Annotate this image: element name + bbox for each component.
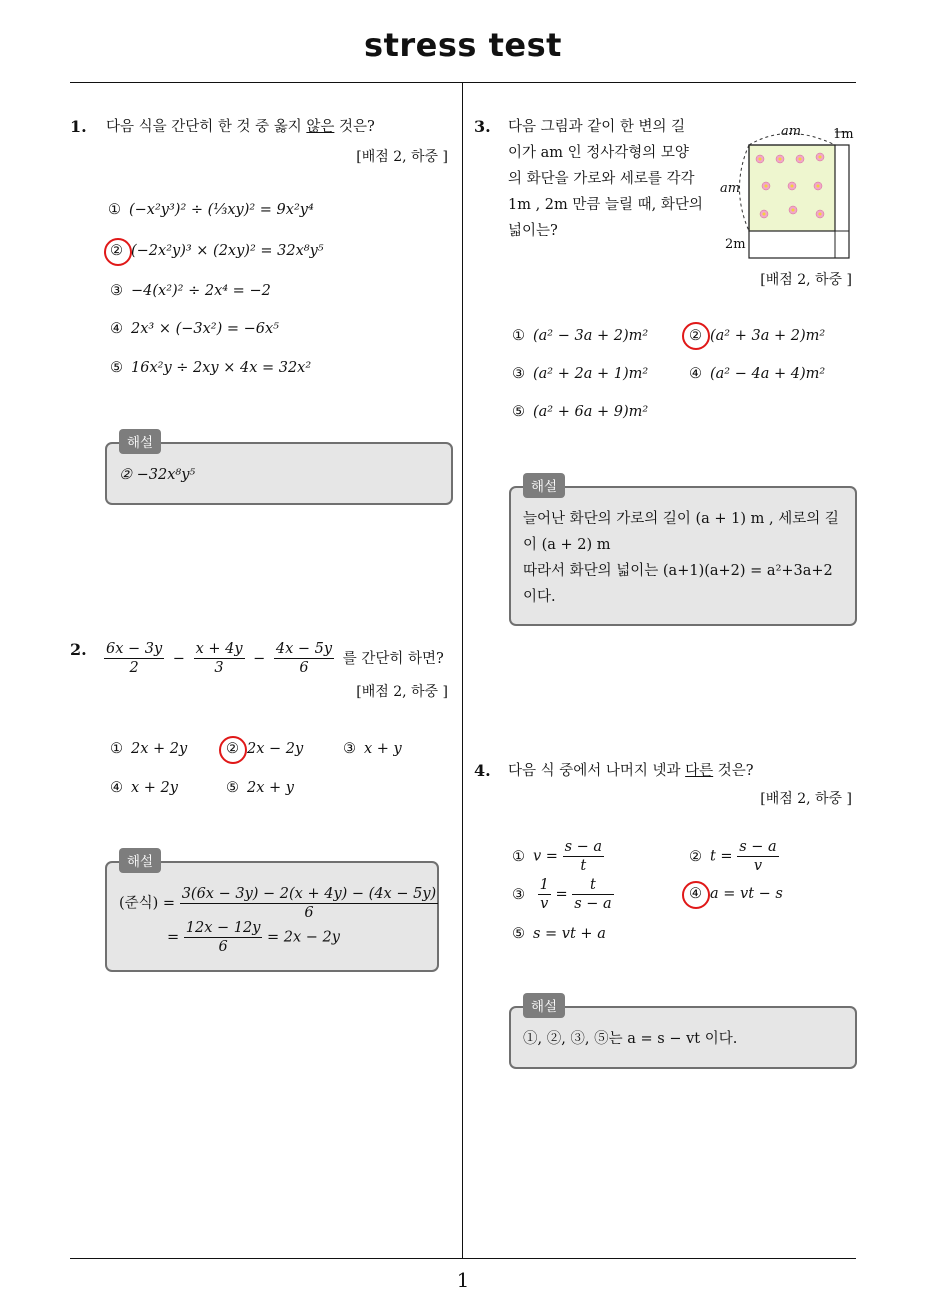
q3-label-top: am: [781, 124, 802, 139]
q1-score: [배점 2, 하중 ]: [356, 149, 448, 165]
q1-solution-tag: 해설: [119, 429, 161, 454]
q1-choice-1[interactable]: [108, 202, 314, 218]
footer-rule: [70, 1258, 856, 1259]
q1-choice-1-mark: ①: [108, 202, 121, 218]
q2-choice-5[interactable]: ⑤ 2x + y: [226, 780, 294, 796]
q1-choice-4-text: 2x³ × (−3x²) = −6x⁵: [131, 321, 279, 337]
q3-text-line-3: 의 화단을 가로와 세로를 각각: [508, 171, 695, 187]
q3-solution-box: [509, 486, 857, 626]
q1-choice-1-text: (−x²y³)² ÷ (⅓xy)² = 9x²y⁴: [129, 202, 314, 218]
q1-text: [106, 114, 375, 140]
q2-solution-tag: 해설: [119, 848, 161, 873]
q4-text-underlined: 다른: [685, 763, 714, 779]
q1-solution-text: ② −32x⁸y⁵: [119, 467, 196, 483]
q4-score: [배점 2, 하중 ]: [760, 791, 852, 807]
q3-text-line-5: 넓이는?: [508, 223, 558, 239]
q2-frac-1: $\frac{6x - 3y}{2}$: [106, 641, 163, 676]
q2-frac-2: $\frac{x + 4y}{3}$: [195, 641, 243, 676]
q3-solution-line-3: 따라서 화단의 넓이는 (a+1)(a+2) = a²+3a+2: [523, 563, 833, 579]
q2-score: [배점 2, 하중 ]: [356, 684, 448, 700]
q4-text-before: 다음 식 중에서 나머지 넷과: [508, 763, 686, 779]
q2-frac-3: $\frac{4x - 5y}{6}$: [275, 641, 333, 676]
q2-text-after: 를 간단히 하면?: [342, 650, 444, 667]
q4-text-after: 것은?: [713, 763, 754, 779]
q3-choice-4[interactable]: ④ (a² − 4a + 4)m²: [689, 366, 826, 382]
header-rule: [70, 82, 856, 83]
q2-choice-2[interactable]: ② 2x − 2y: [226, 741, 304, 757]
q3-text-line-4: 1m , 2m 만큼 늘릴 때, 화단의: [508, 197, 703, 213]
q3-choice-2[interactable]: ② (a² + 3a + 2)m²: [689, 328, 826, 344]
q1-choice-3-mark: ③: [110, 283, 123, 299]
q3-choice-5[interactable]: ⑤ (a² + 6a + 9)m²: [512, 404, 649, 420]
q4-choice-5[interactable]: ⑤ s = vt + a: [512, 926, 606, 942]
q1-text-before: 다음 식을 간단히 한 것 중 옳지: [106, 119, 307, 135]
q2-solution-line-1: (준식) = $\frac{3(6x - 3y) - 2(x + 4y) - (4x - 5y)}{6}$: [119, 886, 437, 921]
q3-solution-tag: 해설: [523, 473, 565, 498]
q3-text: [508, 114, 703, 244]
q1-choice-2-text: (−2x²y)³ × (2xy)² = 32x⁸y⁵: [131, 243, 324, 259]
q3-solution-line-2: 이 (a + 2) m: [523, 537, 611, 553]
q3-choice-1[interactable]: ① (a² − 3a + 2)m²: [512, 328, 649, 344]
q1-choice-5-text: 16x²y ÷ 2xy × 4x = 32x²: [131, 360, 312, 376]
q1-text-after: 것은?: [334, 119, 375, 135]
q1-choice-5[interactable]: [110, 360, 311, 376]
q2-choice-4[interactable]: ④ x + 2y: [110, 780, 178, 796]
q2-solution-line-2: = $\frac{12x - 12y}{6}$ = 2x − 2y: [167, 920, 340, 955]
q1-text-underlined: 않은: [306, 119, 335, 135]
q3-solution-line-4: 이다.: [523, 589, 556, 605]
q2-choice-3[interactable]: ③ x + y: [343, 741, 402, 757]
q3-solution-line-1: 늘어난 화단의 가로의 길이 (a + 1) m , 세로의 길: [523, 511, 839, 527]
page-title: stress test: [364, 26, 562, 64]
q4-choice-1[interactable]: ① v = $\frac{s - a}{t}$: [512, 839, 603, 874]
q4-choice-3[interactable]: ③ $\frac{1}{v}$ = $\frac{t}{s - a}$: [512, 877, 612, 912]
q3-score: [배점 2, 하중 ]: [760, 272, 852, 288]
q3-choice-3[interactable]: ③ (a² + 2a + 1)m²: [512, 366, 649, 382]
q1-number: 1.: [70, 117, 87, 136]
q2-expression: [104, 640, 444, 677]
q2-choice-1[interactable]: ① 2x + 2y: [110, 741, 188, 757]
q2-op-1: −: [172, 650, 185, 667]
q2-op-2: −: [253, 650, 266, 667]
q2-solution-box: [105, 861, 439, 972]
q1-choice-2-mark: ②: [110, 243, 123, 259]
q4-choice-4[interactable]: ④ a = vt − s: [689, 886, 783, 902]
q3-text-line-1: 다음 그림과 같이 한 변의 길: [508, 119, 686, 135]
q3-label-left: am: [720, 181, 741, 196]
column-divider: [462, 83, 463, 1259]
q1-choice-4[interactable]: [110, 321, 279, 337]
q2-number: 2.: [70, 640, 87, 659]
q4-choice-2[interactable]: ② t = $\frac{s - a}{v}$: [689, 839, 777, 874]
q3-solution-text: [523, 506, 839, 610]
q1-choice-2[interactable]: [110, 243, 324, 259]
q4-solution-tag: 해설: [523, 993, 565, 1018]
q1-choice-5-mark: ⑤: [110, 360, 123, 376]
q3-text-line-2: 이가 am 인 정사각형의 모양: [508, 145, 689, 161]
q1-choice-3-text: −4(x²)² ÷ 2x⁴ = −2: [131, 283, 271, 299]
page-number: 1: [456, 1268, 470, 1292]
q1-choice-3[interactable]: [110, 283, 271, 299]
q4-solution-text: ①, ②, ③, ⑤는 a = s − vt 이다.: [523, 1031, 738, 1047]
q3-label-top-right: 1m: [833, 127, 854, 142]
q3-label-bottom-left: 2m: [725, 237, 746, 252]
q1-choice-4-mark: ④: [110, 321, 123, 337]
q4-text: [508, 758, 754, 784]
q4-number: 4.: [474, 761, 491, 780]
q3-number: 3.: [474, 117, 491, 136]
